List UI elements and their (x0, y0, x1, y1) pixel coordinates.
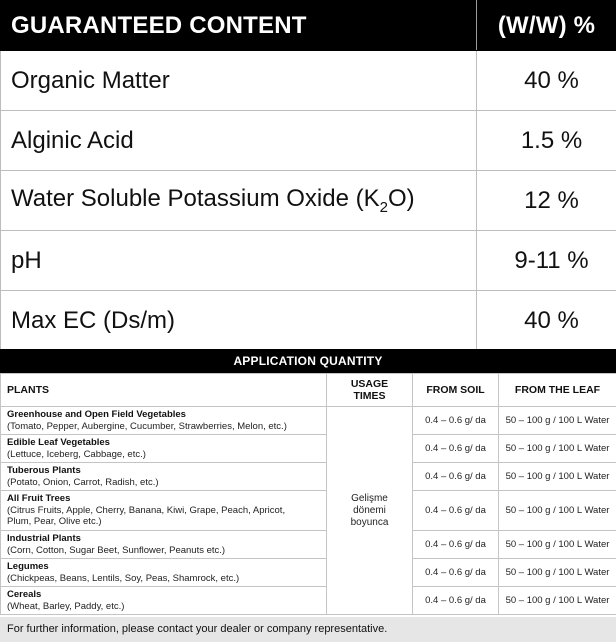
usage-time-cell (327, 407, 413, 615)
content-name: Alginic Acid (1, 111, 477, 171)
footer-note: For further information, please contact your dealer or company representative. (0, 617, 616, 642)
usage-times-header (327, 374, 413, 407)
content-row-organic-matter (1, 51, 616, 111)
content-row-alginic-acid (1, 111, 616, 171)
usage-time-line: dönemi (353, 504, 386, 516)
plant-name: Edible Leaf Vegetables (7, 437, 110, 448)
plants-header: PLANTS (1, 374, 327, 407)
subscript-two: 2 (379, 199, 388, 216)
content-value: 40 % (477, 51, 616, 111)
content-name: Max EC (Ds/m) (1, 291, 477, 351)
content-value: 1.5 % (477, 111, 616, 171)
content-row-ph (1, 231, 616, 291)
leaf-dose: 50 – 100 g / 100 L Water (499, 435, 616, 463)
content-value: 12 % (477, 171, 616, 231)
soil-dose: 0.4 – 0.6 g/ da (413, 407, 499, 435)
from-leaf-header: FROM THE LEAF (499, 374, 616, 407)
application-header-row (1, 374, 616, 407)
content-value: 9-11 % (477, 231, 616, 291)
plant-cell (1, 435, 327, 463)
usage-header-line: USAGE (350, 378, 389, 390)
application-quantity-title: APPLICATION QUANTITY (0, 349, 616, 373)
plant-examples: Plum, Pear, Olive etc.) (7, 516, 102, 528)
content-value: 40 % (477, 291, 616, 351)
guaranteed-content-header-row (1, 1, 616, 51)
plant-cell (1, 587, 327, 615)
plant-examples: (Citrus Fruits, Apple, Cherry, Banana, Kiwi, Grape, Peach, Apricot, (7, 504, 286, 516)
plant-name: Tuberous Plants (7, 465, 81, 476)
table-row (1, 491, 616, 531)
plant-examples: (Tomato, Pepper, Aubergine, Cucumber, Strawberries, Melon, etc.) (7, 420, 287, 432)
plant-name: Greenhouse and Open Field Vegetables (7, 409, 186, 420)
content-row-potassium-oxide (1, 171, 616, 231)
soil-dose: 0.4 – 0.6 g/ da (413, 531, 499, 559)
plant-examples: (Lettuce, Iceberg, Cabbage, etc.) (7, 448, 146, 460)
table-row (1, 463, 616, 491)
content-row-max-ec (1, 291, 616, 351)
plant-name: Cereals (7, 589, 42, 600)
plant-cell (1, 491, 327, 531)
plant-cell (1, 463, 327, 491)
leaf-dose: 50 – 100 g / 100 L Water (499, 587, 616, 615)
plant-examples: (Chickpeas, Beans, Lentils, Soy, Peas, Shamrock, etc.) (7, 572, 240, 584)
content-name: Organic Matter (1, 51, 477, 111)
table-row (1, 587, 616, 615)
content-name-part: Water Soluble Potassium Oxide (K (11, 185, 380, 212)
table-row (1, 559, 616, 587)
leaf-dose: 50 – 100 g / 100 L Water (499, 531, 616, 559)
guaranteed-content-header: GUARANTEED CONTENT (1, 1, 477, 51)
table-row (1, 435, 616, 463)
usage-header-line: TIMES (353, 390, 386, 402)
plant-name: All Fruit Trees (7, 493, 71, 505)
leaf-dose: 50 – 100 g / 100 L Water (499, 407, 616, 435)
soil-dose: 0.4 – 0.6 g/ da (413, 587, 499, 615)
plant-cell (1, 531, 327, 559)
plant-cell (1, 559, 327, 587)
content-name-part: O) (387, 185, 415, 212)
soil-dose: 0.4 – 0.6 g/ da (413, 463, 499, 491)
leaf-dose: 50 – 100 g / 100 L Water (499, 463, 616, 491)
from-soil-header: FROM SOIL (413, 374, 499, 407)
weight-percent-header: (W/W) % (477, 1, 616, 51)
leaf-dose: 50 – 100 g / 100 L Water (499, 559, 616, 587)
soil-dose: 0.4 – 0.6 g/ da (413, 435, 499, 463)
usage-time-line: Gelişme (351, 492, 388, 504)
table-row (1, 407, 616, 435)
plant-cell (1, 407, 327, 435)
usage-time-line: boyunca (350, 516, 389, 528)
plant-name: Industrial Plants (7, 533, 81, 544)
plant-examples: (Potato, Onion, Carrot, Radish, etc.) (7, 476, 159, 488)
content-name: pH (1, 231, 477, 291)
plant-examples: (Corn, Cotton, Sugar Beet, Sunflower, Peanuts etc.) (7, 544, 226, 556)
soil-dose: 0.4 – 0.6 g/ da (413, 559, 499, 587)
plant-examples: (Wheat, Barley, Paddy, etc.) (7, 600, 125, 612)
plant-name: Legumes (7, 561, 49, 572)
leaf-dose: 50 – 100 g / 100 L Water (499, 491, 616, 531)
application-quantity-table (0, 373, 616, 615)
table-row (1, 531, 616, 559)
soil-dose: 0.4 – 0.6 g/ da (413, 491, 499, 531)
content-name (1, 171, 477, 231)
